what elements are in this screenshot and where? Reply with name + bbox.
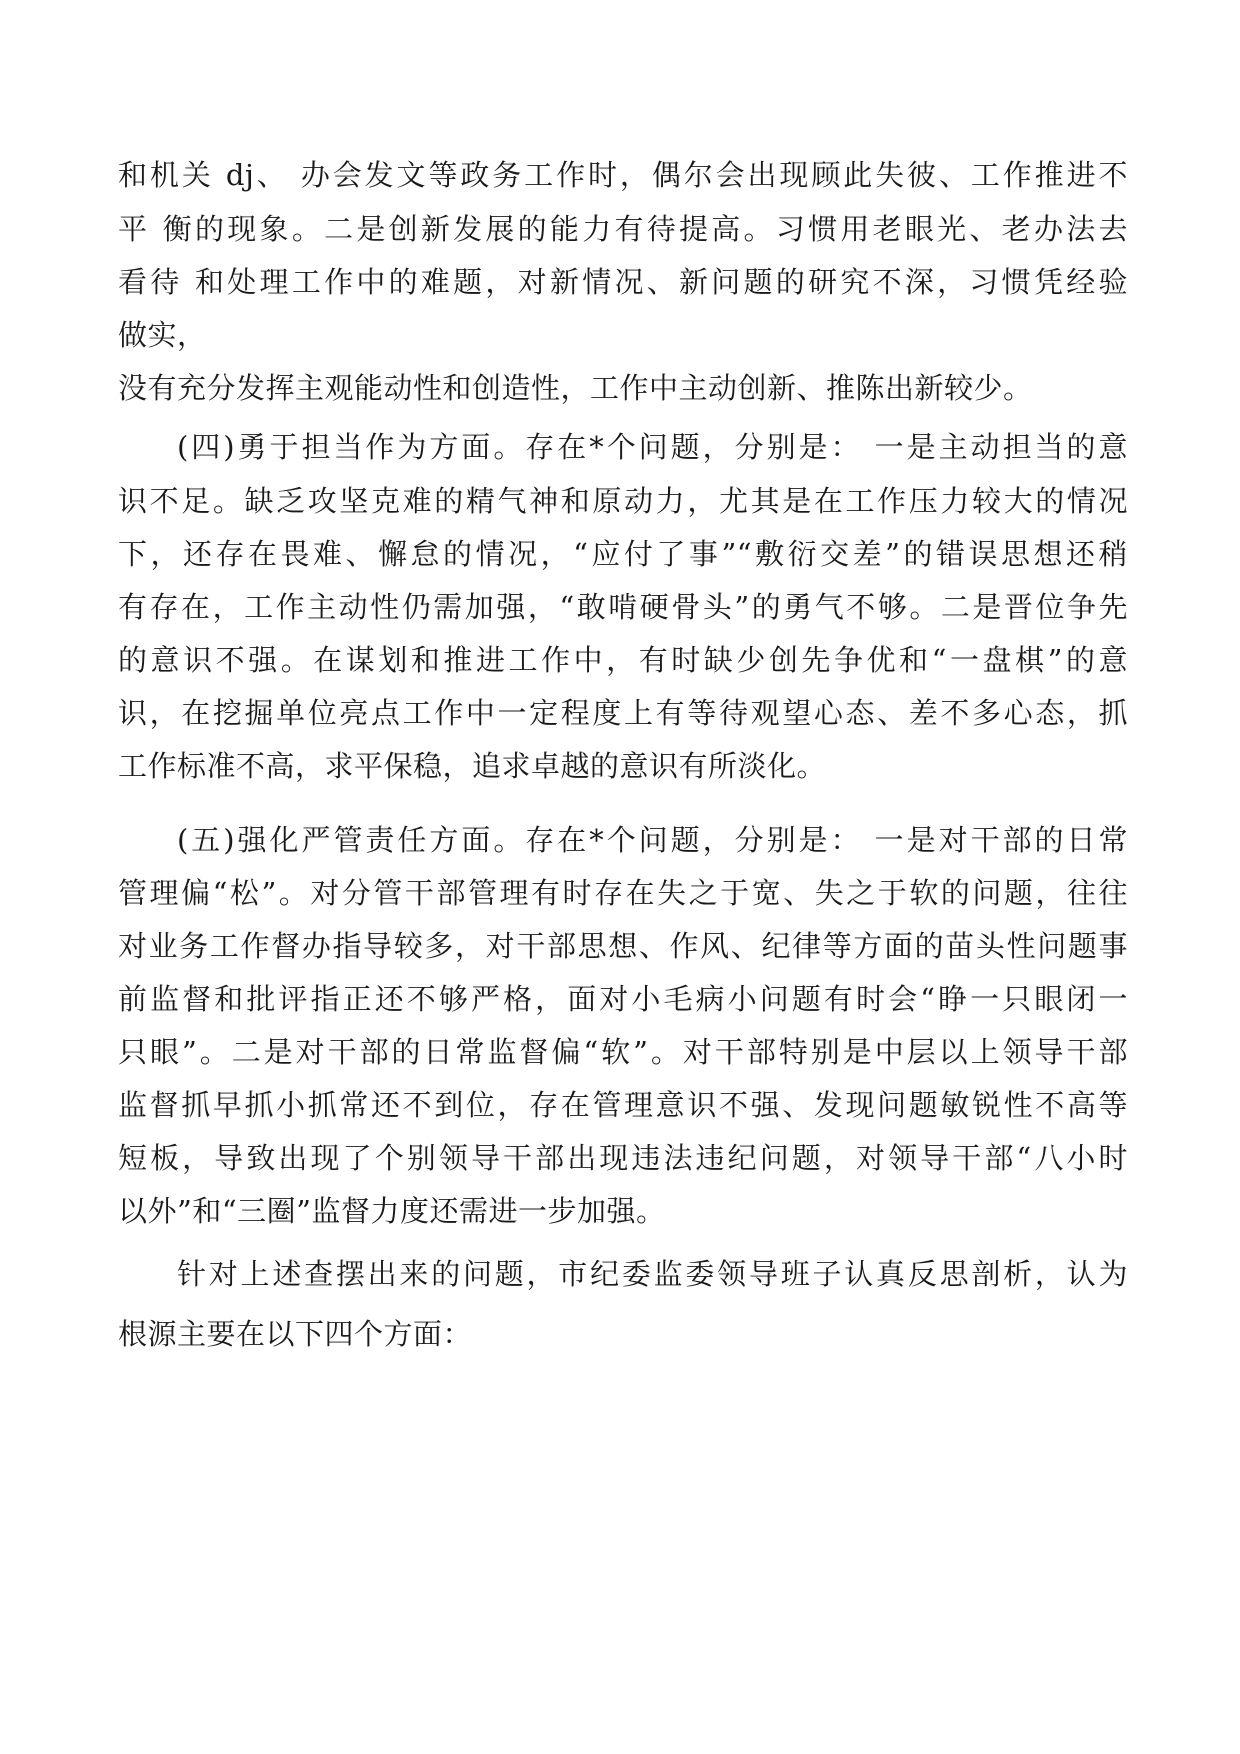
text-line: 做实， xyxy=(118,318,207,352)
text-line: 前监督和批评指正还不够严格，面对小毛病小问题有时会“睁一只眼闭一 xyxy=(118,982,1128,1016)
text-line: 工作标准不高，求平保稳，追求卓越的意识有所淡化。 xyxy=(118,749,827,783)
text-line: 对业务工作督办指导较多，对干部思想、作风、纪律等方面的苗头性问题事 xyxy=(118,929,1128,963)
text-line: 管理偏“松”。对分管干部管理有时存在失之于宽、失之于软的问题，往往 xyxy=(118,876,1128,910)
text-line: 平 衡的现象。二是创新发展的能力有待提高。习惯用老眼光、老办法去 xyxy=(118,212,1128,246)
text-line: 有存在，工作主动性仍需加强，“敢啃硬骨头”的勇气不够。二是晋位争先 xyxy=(118,590,1128,624)
text-line: 根源主要在以下四个方面： xyxy=(118,1317,473,1351)
text-line: 识不足。缺乏攻坚克难的精气神和原动力，尤其是在工作压力较大的情况 xyxy=(118,484,1128,518)
text-line: 下，还存在畏难、懈怠的情况，“应付了事”“敷衍交差”的错误思想还稍 xyxy=(118,537,1128,571)
text-line: 没有充分发挥主观能动性和创造性，工作中主动创新、推陈出新较少。 xyxy=(118,371,1033,405)
section-four-heading-line: (四)勇于担当作为方面。存在*个问题，分别是： 一是主动担当的意 xyxy=(177,430,1128,464)
text-line: 识，在挖掘单位亮点工作中一定程度上有等待观望心态、差不多心态，抓 xyxy=(118,696,1128,730)
text-line: 看待 和处理工作中的难题，对新情况、新问题的研究不深，习惯凭经验 xyxy=(118,265,1128,299)
text-line: 以外”和“三圈”监督力度还需进一步加强。 xyxy=(118,1194,666,1228)
text-line: 监督抓早抓小抓常还不到位，存在管理意识不强、发现问题敏锐性不高等 xyxy=(118,1088,1128,1122)
section-five-heading-line: (五)强化严管责任方面。存在*个问题，分别是： 一是对干部的日常 xyxy=(177,823,1128,857)
text-line: 和机关 dj、 办会发文等政务工作时，偶尔会出现顾此失彼、工作推进不 xyxy=(118,158,1128,192)
summary-line: 针对上述查摆出来的问题，市纪委监委领导班子认真反思剖析，认为 xyxy=(177,1257,1128,1291)
text-line: 短板，导致出现了个别领导干部出现违法违纪问题，对领导干部“八小时 xyxy=(118,1141,1128,1175)
text-line: 的意识不强。在谋划和推进工作中，有时缺少创先争优和“一盘棋”的意 xyxy=(118,643,1128,677)
text-line: 只眼”。二是对干部的日常监督偏“软”。对干部特别是中层以上领导干部 xyxy=(118,1035,1128,1069)
